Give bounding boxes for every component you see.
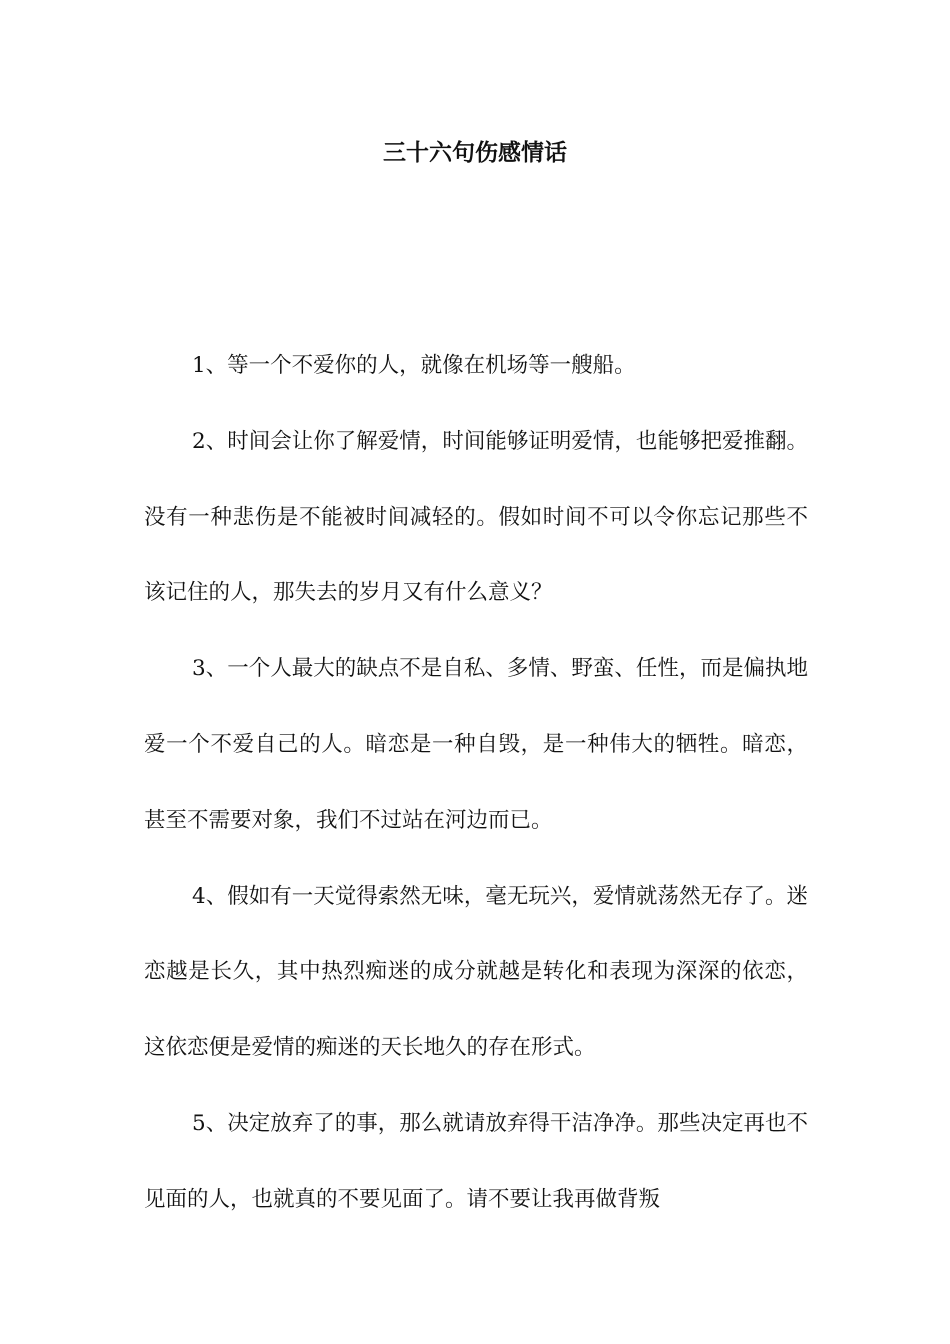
paragraph-3: 3、一个人最大的缺点不是自私、多情、野蛮、任性，而是偏执地爱一个不爱自己的人。暗恋是一种自毁，是一种伟大的牺牲。暗恋，甚至不需要对象，我们不过站在河边而已。	[144, 656, 808, 833]
paragraph-5: 5、决定放弃了的事，那么就请放弃得干洁净净。那些决定再也不见面的人，也就真的不要见面了。请不要让我再做背叛	[144, 1110, 808, 1212]
document-body	[144, 328, 808, 1238]
document-title: 三十六句伤感情话	[383, 140, 567, 166]
paragraph-4: 4、假如有一天觉得索然无味，毫无玩兴，爱情就荡然无存了。迷恋越是长久，其中热烈痴迷的成分就越是转化和表现为深深的依恋，这依恋便是爱情的痴迷的天长地久的存在形式。	[144, 883, 808, 1061]
paragraph-1: 1、等一个不爱你的人，就像在机场等一艘船。	[192, 353, 636, 378]
paragraph-2: 2、时间会让你了解爱情，时间能够证明爱情，也能够把爱推翻。没有一种悲伤是不能被时间减轻的。假如时间不可以令你忘记那些不该记住的人，那失去的岁月又有什么意义？	[144, 428, 808, 606]
